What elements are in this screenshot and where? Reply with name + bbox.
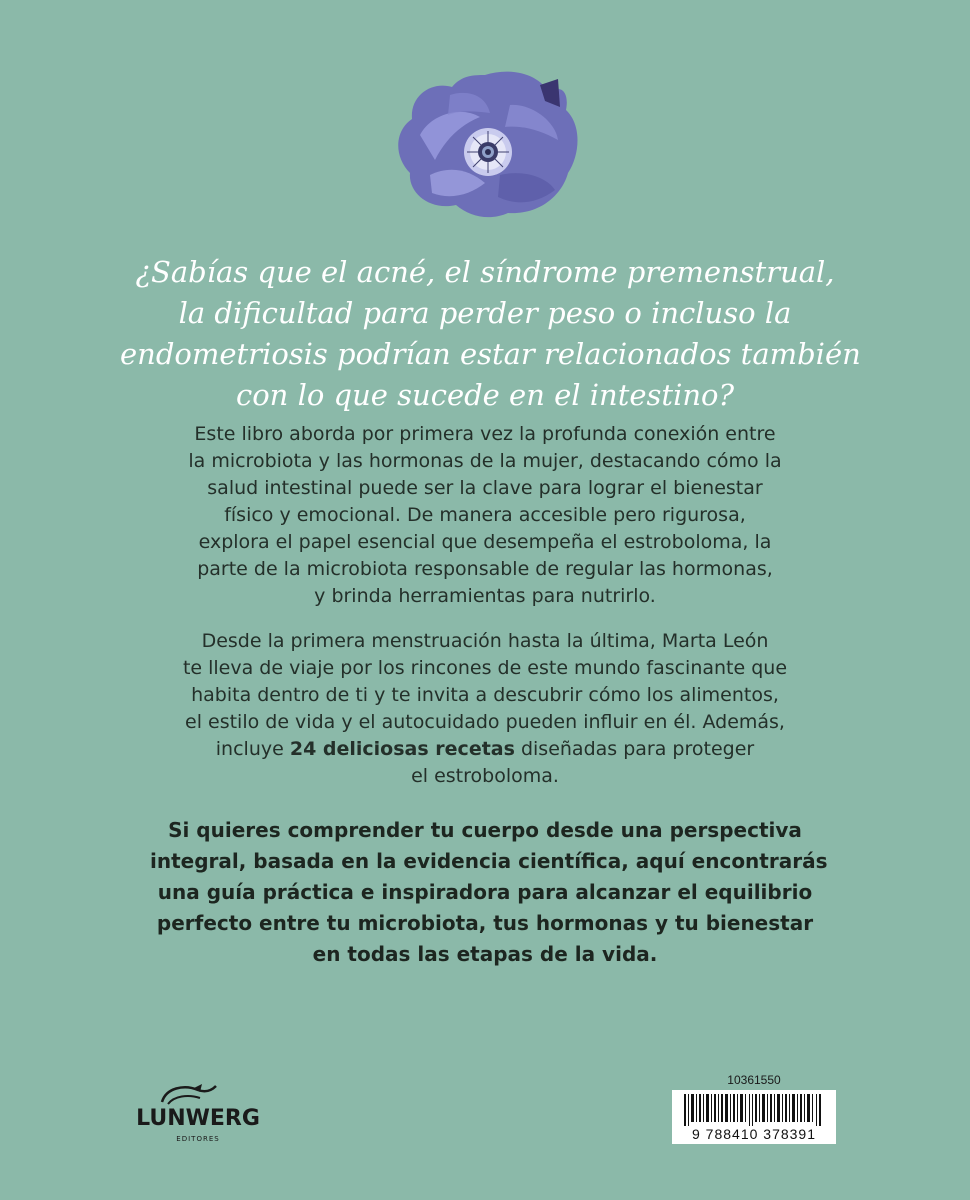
publisher-name: LUNWERG	[136, 1106, 260, 1131]
barcode-bars	[680, 1094, 828, 1126]
publisher-logo	[128, 1082, 268, 1152]
paragraph-line: la microbiota y las hormonas de la mujer, destacando cómo la	[188, 450, 782, 472]
author-paragraph	[160, 628, 810, 790]
closing-line: perfecto entre tu microbiota, tus hormonas y tu bienestar	[156, 911, 814, 935]
recipes-pre: incluye	[215, 738, 290, 760]
description-paragraph	[160, 421, 810, 610]
closing-line: una guía práctica e inspiradora para alcanzar el equilibrio	[157, 880, 813, 904]
paragraph-line: habita dentro de ti y te invita a descubrir cómo los alimentos,	[191, 684, 779, 706]
paragraph-line: parte de la microbiota responsable de regular las hormonas,	[197, 558, 773, 580]
headline-question	[120, 252, 861, 416]
paragraph-line-recipes	[160, 736, 810, 763]
paragraph-line: y brinda herramientas para nutrirlo.	[314, 585, 656, 607]
headline-line: la dificultad para perder peso o incluso la	[178, 296, 792, 330]
publisher-sub: EDITORES	[176, 1135, 220, 1143]
closing-statement	[150, 815, 828, 970]
headline-line: ¿Sabías que el acné, el síndrome premenstrual,	[135, 255, 835, 289]
paragraph-line: físico y emocional. De manera accesible pero rigurosa,	[224, 504, 746, 526]
paragraph-line: salud intestinal puede ser la clave para lograr el bienestar	[207, 477, 763, 499]
isbn-number: 9 788410 378391	[692, 1126, 816, 1142]
lunwerg-logo-mark	[154, 1082, 224, 1108]
paragraph-line: explora el papel esencial que desempeña el estroboloma, la	[198, 531, 772, 553]
paragraph-line: Este libro aborda por primera vez la profunda conexión entre	[194, 423, 776, 445]
isbn-barcode	[672, 1090, 836, 1144]
paragraph-line: te lleva de viaje por los rincones de este mundo fascinante que	[182, 657, 788, 679]
recipes-post: diseñadas para proteger	[514, 738, 755, 760]
internal-code: 10361550	[727, 1073, 781, 1087]
closing-line: en todas las etapas de la vida.	[312, 942, 658, 966]
closing-line: integral, basada en la evidencia científica, aquí encontrarás	[150, 849, 828, 873]
recipes-highlight: 24 deliciosas recetas	[289, 738, 515, 760]
headline-line: con lo que sucede en el intestino?	[235, 378, 735, 412]
anemone-flower-illustration	[390, 65, 585, 220]
closing-line: Si quieres comprender tu cuerpo desde una perspectiva	[168, 818, 802, 842]
headline-line: endometriosis podrían estar relacionados también	[120, 337, 861, 371]
paragraph-line: el estilo de vida y el autocuidado pueden influir en él. Además,	[185, 711, 785, 733]
barcode-block	[672, 1073, 836, 1145]
paragraph-line: el estroboloma.	[411, 765, 559, 787]
paragraph-line: Desde la primera menstruación hasta la última, Marta León	[201, 630, 769, 652]
